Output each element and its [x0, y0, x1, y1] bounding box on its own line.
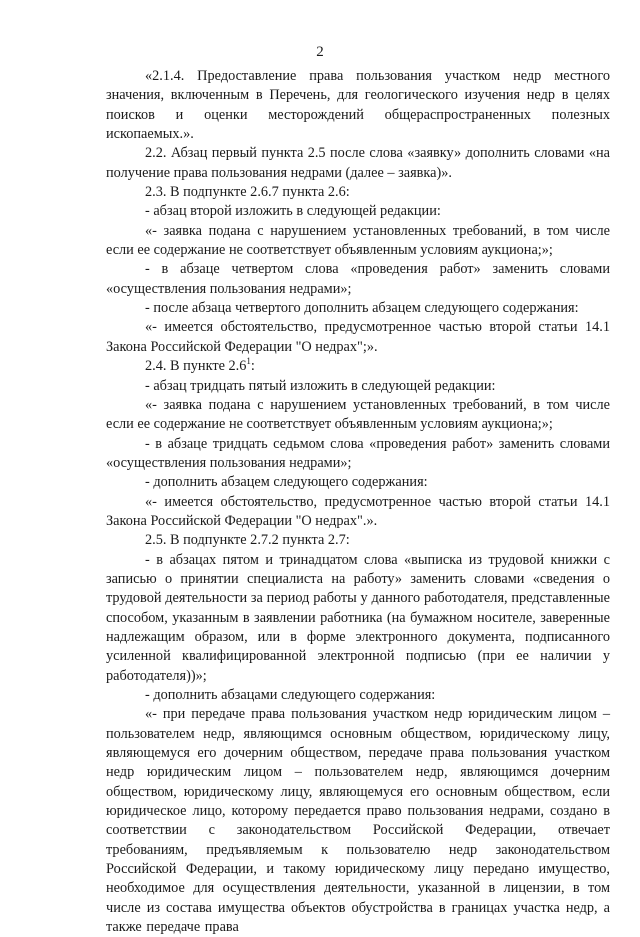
paragraph-2-4-item-1-text: «- заявка подана с нарушением установленных требований, в том числе если ее содержание не соответствует объявленным условиям аукциона;»; [106, 396, 610, 433]
paragraph-2-3-item-1: - абзац второй изложить в следующей редакции: [145, 203, 441, 220]
paragraph-2-3-item-2: - в абзаце четвертом слова «проведения работ» заменить словами «осуществления пользования недрами»; [106, 261, 610, 297]
paragraph-2-4-item-3: - дополнить абзацем следующего содержания: [145, 474, 428, 491]
paragraph-2-3-item-3: - после абзаца четвертого дополнить абзацем следующего содержания: [145, 300, 579, 317]
paragraph-2-5-item-1: - в абзацах пятом и тринадцатом слова «выписка из трудовой книжки с записью о принятии специалиста на работу» заменить словами «сведения о трудовой деятельности за период работы у данного работодателя, представленные способом, указанным в заявлении работника (на бумажном носителе, заверенные надлежащим образом, или в форме электронного документа, подписанного усиленной квалифицированной электронной подписью (при ее наличии у работодателя))»; [106, 551, 610, 684]
paragraph-2-5: 2.5. В подпункте 2.7.2 пункта 2.7: [145, 532, 350, 549]
paragraph-2-4-suffix: : [250, 358, 255, 375]
paragraph-2-1-4: «2.1.4. Предоставление права пользования участком недр местного значения, включенным в Перечень, для геологического изучения недр в целях поисков и оценки месторождений общераспространенных полезных ископаемых.». [106, 68, 610, 143]
document-body [106, 67, 610, 937]
paragraph-2-3-item-3-text: «- имеется обстоятельство, предусмотренное частью второй статьи 14.1 Закона Российской Федерации "О недрах";». [106, 319, 610, 355]
paragraph-2-4-item-1: - абзац тридцать пятый изложить в следующей редакции: [145, 377, 496, 394]
paragraph-2-3-item-1-text: «- заявка подана с нарушением установленных требований, в том числе если ее содержание не соответствует объявленным условиям аукциона;»; [106, 222, 610, 259]
paragraph-2-5-item-2: - дополнить абзацами следующего содержания: [145, 687, 436, 703]
paragraph-2-5-item-2-text: «- при передаче права пользования участком недр юридическим лицом – пользователем недр, являющимся основным обществом, юридическому лицу, являющемуся его дочерним обществом, передаче права пользования участком недр юридическим лицом – пользователем недр, являющимся дочерним обществом, юридическому лицу, являющемуся его основным обществом, если юридическое лицо, которому передается право пользования недрами, создано в соответствии с законодательством Российской Федерации, отвечает требованиям, предъявляемым к пользователю недр законодательством Российской Федерации, и такому юридическому лицу передано имущество, необходимое для осуществления деятельности, указанной в лицензии, в том числе из состава имущества объектов обустройства в границах участка недр, а также передаче права [106, 706, 610, 936]
paragraph-2-4 [106, 357, 610, 376]
paragraph-2-4-superscript: 1 [246, 356, 251, 367]
paragraph-2-4-item-3-text: «- имеется обстоятельство, предусмотренное частью второй статьи 14.1 Закона Российской Федерации "О недрах".». [106, 493, 610, 529]
paragraph-2-4-text: 2.4. В пункте 2.6 [145, 358, 247, 375]
paragraph-2-2: 2.2. Абзац первый пункта 2.5 после слова «заявку» дополнить словами «на получение права пользования недрами (далее – заявка)». [106, 145, 610, 181]
page-number: 2 [316, 44, 324, 60]
paragraph-2-3: 2.3. В подпункте 2.6.7 пункта 2.6: [145, 184, 350, 201]
paragraph-2-4-item-2: - в абзаце тридцать седьмом слова «проведения работ» заменить словами «осуществления пользования недрами»; [106, 435, 610, 471]
